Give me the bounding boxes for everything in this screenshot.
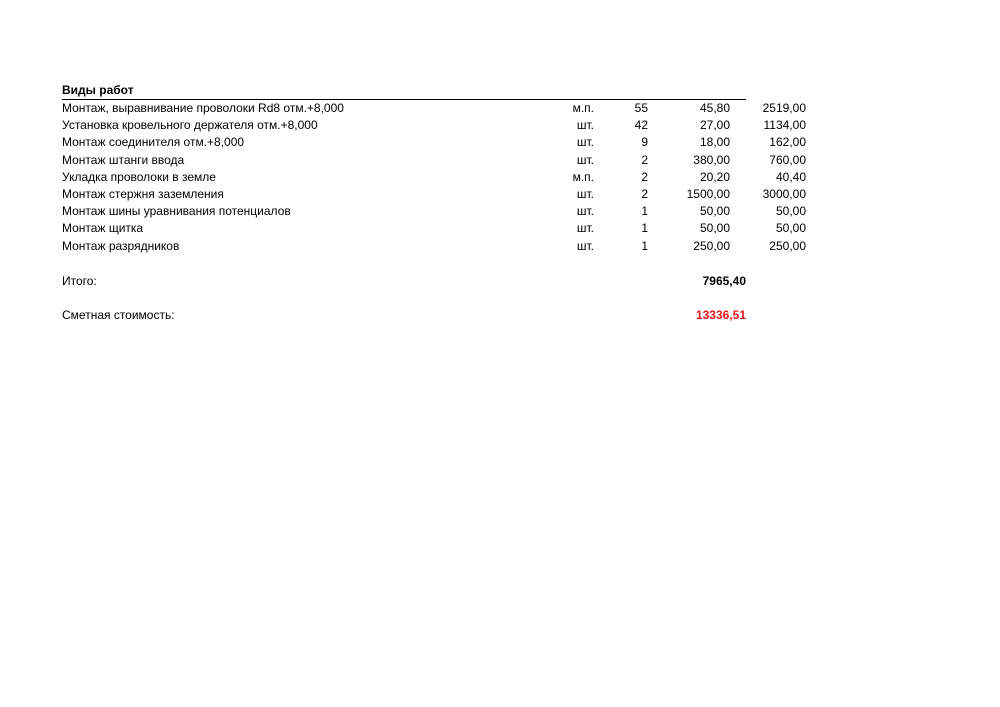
work-price-cell: 20,20 xyxy=(699,169,730,184)
work-qty-cell: 9 xyxy=(641,135,648,150)
works-table-body xyxy=(62,100,806,255)
work-unit-cell: шт. xyxy=(576,152,594,167)
work-unit-cell: шт. xyxy=(576,135,594,150)
work-unit-cell: шт. xyxy=(576,187,594,202)
table-row xyxy=(62,186,806,203)
work-unit-cell: шт. xyxy=(576,204,594,219)
work-name-cell: Укладка проволоки в земле xyxy=(62,169,216,184)
work-price-cell: 18,00 xyxy=(699,135,730,150)
work-name-cell: Монтаж щитка xyxy=(62,221,144,236)
table-row xyxy=(62,238,806,255)
work-qty-cell: 2 xyxy=(641,152,648,167)
work-qty-cell: 42 xyxy=(634,118,648,133)
total-row xyxy=(62,273,746,290)
table-row xyxy=(62,117,806,134)
estimate-value: 13336,51 xyxy=(695,307,746,322)
work-name-cell: Монтаж, выравнивание проволоки Rd8 отм.+8,000 xyxy=(62,101,344,116)
work-name-cell: Монтаж соединителя отм.+8,000 xyxy=(62,135,245,150)
work-price-cell: 45,80 xyxy=(699,101,730,116)
work-sum-cell: 50,00 xyxy=(775,221,806,236)
work-unit-cell: шт. xyxy=(576,221,594,236)
work-sum-cell: 250,00 xyxy=(769,238,806,253)
work-price-cell: 27,00 xyxy=(699,118,730,133)
works-table xyxy=(62,100,806,255)
table-row xyxy=(62,220,806,237)
work-price-cell: 250,00 xyxy=(693,238,730,253)
work-sum-cell: 40,40 xyxy=(775,169,806,184)
work-price-cell: 1500,00 xyxy=(686,187,730,202)
table-row xyxy=(62,100,806,117)
total-value: 7965,40 xyxy=(702,273,746,288)
work-sum-cell: 162,00 xyxy=(769,135,806,150)
work-unit-cell: м.п. xyxy=(572,101,594,116)
work-name-cell: Монтаж штанги ввода xyxy=(62,152,185,167)
work-price-cell: 50,00 xyxy=(699,204,730,219)
work-price-cell: 380,00 xyxy=(693,152,730,167)
work-sum-cell: 1134,00 xyxy=(763,118,806,133)
work-price-cell: 50,00 xyxy=(699,221,730,236)
work-qty-cell: 2 xyxy=(641,169,648,184)
table-row xyxy=(62,152,806,169)
estimate-sheet xyxy=(62,82,806,324)
work-qty-cell: 1 xyxy=(641,221,648,236)
work-sum-cell: 3000,00 xyxy=(762,187,806,202)
work-sum-cell: 2519,00 xyxy=(762,101,806,116)
estimate-label: Сметная стоимость: xyxy=(62,307,175,322)
work-qty-cell: 2 xyxy=(641,187,648,202)
work-qty-cell: 1 xyxy=(641,238,648,253)
work-qty-cell: 1 xyxy=(641,204,648,219)
section-title: Виды работ xyxy=(62,82,746,100)
work-unit-cell: шт. xyxy=(576,118,594,133)
work-sum-cell: 50,00 xyxy=(775,204,806,219)
work-name-cell: Установка кровельного держателя отм.+8,000 xyxy=(62,118,318,133)
work-name-cell: Монтаж разрядников xyxy=(62,238,180,253)
table-row xyxy=(62,203,806,220)
table-row xyxy=(62,134,806,151)
work-unit-cell: м.п. xyxy=(572,169,594,184)
total-label: Итого: xyxy=(62,273,97,288)
estimate-row xyxy=(62,307,746,324)
work-sum-cell: 760,00 xyxy=(769,152,806,167)
work-qty-cell: 55 xyxy=(634,101,648,116)
table-row xyxy=(62,169,806,186)
work-name-cell: Монтаж стержня заземления xyxy=(62,187,224,202)
work-unit-cell: шт. xyxy=(576,238,594,253)
work-name-cell: Монтаж шины уравнивания потенциалов xyxy=(62,204,291,219)
